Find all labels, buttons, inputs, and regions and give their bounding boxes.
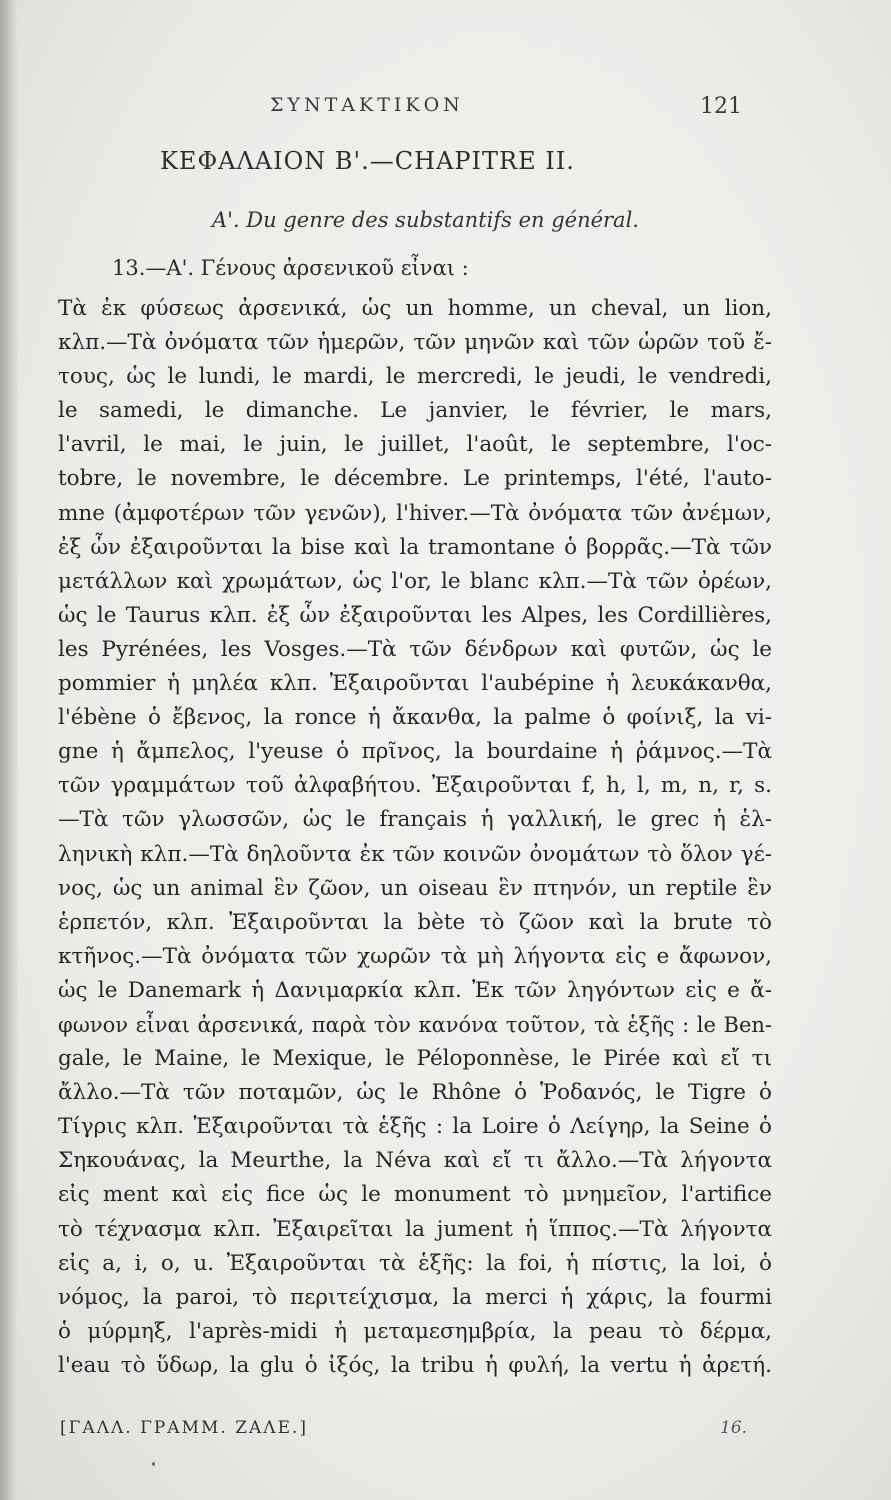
text-line: τὸ τέχνασμα κλπ. Ἐξαιρεῖται la jument ἡ ἵππος.—Τὰ λήγοντα	[58, 1216, 772, 1242]
text-line: εἰς a, i, o, u. Ἐξαιροῦνται τὰ ἑξῆς: la foi, ἡ πίστις, la loi, ὁ	[58, 1250, 772, 1276]
text-line: pommier ἡ μηλέα κλπ. Ἐξαιροῦνται l'aubépine ἡ λευκάκανθα,	[58, 671, 772, 697]
running-head	[0, 94, 891, 124]
text-line: κτῆνος.—Τὰ ὀνόματα τῶν χωρῶν τὰ μὴ λήγοντα εἰς e ἄφωνον,	[58, 943, 772, 969]
text-line: Τὰ ἐκ φύσεως ἀρσενικά, ὡς un homme, un cheval, un lion,	[58, 296, 772, 321]
text-line: κλπ.—Τὰ ὀνόματα τῶν ἡμερῶν, τῶν μηνῶν καὶ τῶν ὡρῶν τοῦ ἔ-	[58, 330, 772, 356]
text-line: μετάλλων καὶ χρωμάτων, ὡς l'or, le blanc κλπ.—Τὰ τῶν ὀρέων,	[58, 568, 772, 594]
text-line: les Pyrénées, les Vosges.—Τὰ τῶν δένδρων καὶ φυτῶν, ὡς le	[58, 636, 772, 662]
text-line: Τίγρις κλπ. Ἐξαιροῦνται τὰ ἑξῆς : la Loire ὁ Λείγηρ, la Seine ὁ	[58, 1114, 772, 1140]
text-line: εἰς ment καὶ εἰς fice ὡς le monument τὸ μνημεῖον, l'artifice	[58, 1182, 772, 1208]
paragraph-head: 13.—Α'. Γένους ἀρσενικοῦ εἶναι :	[112, 256, 469, 280]
text-line: ὁ μύρμηξ, l'après-midi ἡ μεταμεσημβρία, la peau τὸ δέρμα,	[58, 1318, 772, 1344]
text-line: νόμος, la paroi, τὸ περιτείχισμα, la merci ἡ χάρις, la fourmi	[58, 1284, 772, 1310]
page-footer	[60, 1418, 780, 1448]
text-line: tobre, le novembre, le décembre. Le printemps, l'été, l'auto-	[58, 466, 772, 492]
sheet-number: 16.	[720, 1418, 748, 1438]
text-line: mne (ἀμφοτέρων τῶν γενῶν), l'hiver.—Τὰ ὀνόματα τῶν ἀνέμων,	[58, 500, 772, 526]
text-line: τῶν γραμμάτων τοῦ ἀλφαβήτου. Ἐξαιροῦνται f, h, l, m, n, r, s.	[58, 773, 772, 799]
text-line: ἄλλο.—Τὰ τῶν ποταμῶν, ὡς le Rhône ὁ Ῥοδανός, le Tigre ὁ	[58, 1080, 772, 1106]
text-line: le samedi, le dimanche. Le janvier, le février, le mars,	[58, 398, 772, 424]
page-number: 121	[700, 94, 742, 119]
text-line: ἐξ ὧν ἐξαιροῦνται la bise καὶ la tramontane ὁ βορρᾶς.—Τὰ τῶν	[58, 534, 772, 560]
text-line: νος, ὡς un animal ἓν ζῶον, un oiseau ἓν πτηνόν, un reptile ἓν	[58, 875, 772, 901]
text-line: ὡς le Taurus κλπ. ἐξ ὧν ἐξαιροῦνται les Alpes, les Cordillières,	[58, 602, 772, 628]
text-line: τους, ὡς le lundi, le mardi, le mercredi, le jeudi, le vendredi,	[58, 364, 772, 390]
binding-gutter	[0, 0, 18, 1500]
text-line: ἑρπετόν, κλπ. Ἐξαιροῦνται la bète τὸ ζῶον καὶ la brute τὸ	[58, 909, 772, 935]
text-line: —Τὰ τῶν γλωσσῶν, ὡς le français ἡ γαλλική, le grec ἡ ἑλ-	[58, 807, 772, 833]
ink-speck	[152, 1462, 155, 1466]
section-title: Α'. Du genre des substantifs en général.	[212, 208, 639, 232]
text-line: l'eau τὸ ὕδωρ, la glu ὁ ἰξός, la tribu ἡ φυλή, la vertu ἡ ἀρετή.	[58, 1352, 772, 1378]
footer-signature: [ΓΑΛΛ. ΓΡΑΜΜ. ΖΑΛΕ.]	[60, 1418, 309, 1438]
text-line: Σηκουάνας, la Meurthe, la Néva καὶ εἴ τι ἄλλο.—Τὰ λήγοντα	[58, 1148, 772, 1174]
chapter-heading: ΚΕΦΑΛΑΙΟΝ Β'.—CHAPITRE II.	[160, 147, 575, 175]
text-line: ὡς le Danemark ἡ Δανιμαρκία κλπ. Ἐκ τῶν ληγόντων εἰς e ἄ-	[58, 977, 772, 1003]
body-text	[58, 292, 772, 1383]
text-line: l'ébène ὁ ἔβενος, la ronce ἡ ἄκανθα, la palme ὁ φοίνιξ, la vi-	[58, 705, 772, 731]
text-line: φωνον εἶναι ἀρσενικά, παρὰ τὸν κανόνα τοῦτον, τὰ ἑξῆς : le Ben-	[58, 1012, 772, 1037]
running-title: ΣΥΝΤΑΚΤΙΚΟΝ	[270, 94, 464, 116]
text-line: gne ἡ ἄμπελος, l'yeuse ὁ πρῖνος, la bourdaine ἡ ῥάμνος.—Τὰ	[58, 739, 772, 765]
text-line: ληνικὴ κλπ.—Τὰ δηλοῦντα ἐκ τῶν κοινῶν ὀνομάτων τὸ ὅλον γέ-	[58, 841, 772, 867]
text-line: l'avril, le mai, le juin, le juillet, l'août, le septembre, l'oc-	[58, 432, 772, 458]
text-line: gale, le Maine, le Mexique, le Péloponnèse, le Pirée καὶ εἴ τι	[58, 1046, 772, 1072]
